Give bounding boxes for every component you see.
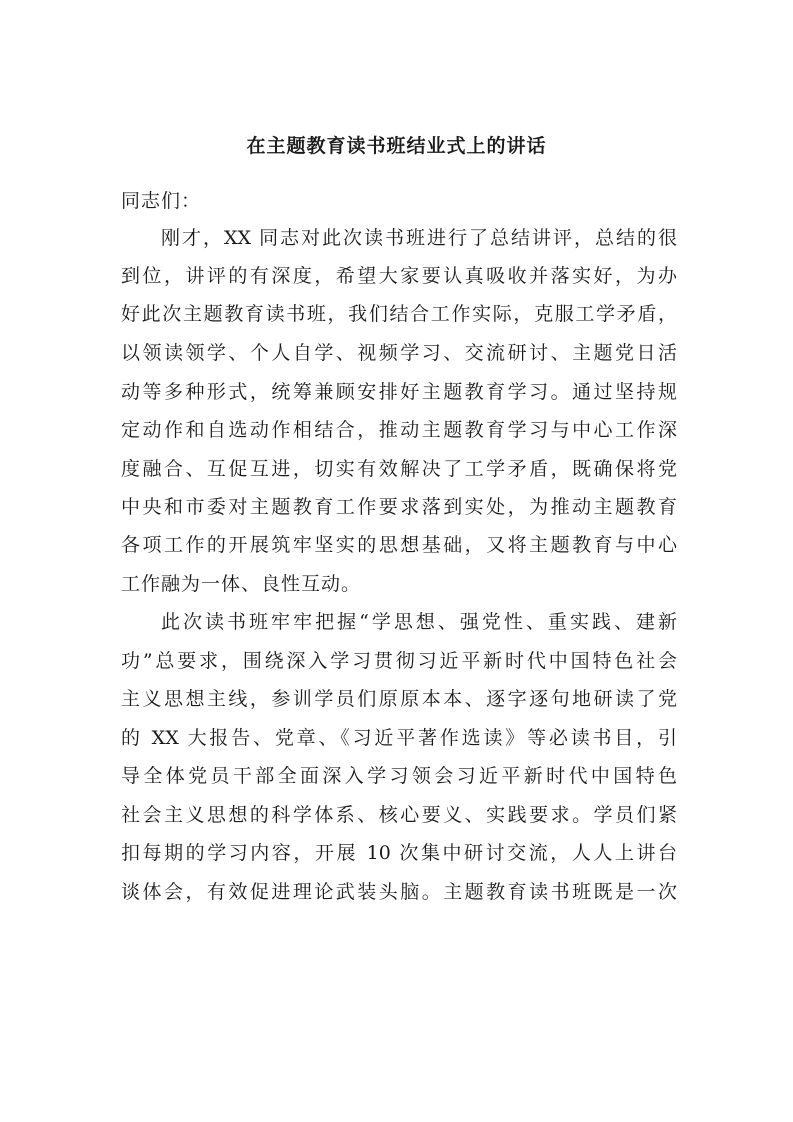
paragraph-line: 功”总要求，围绕深入学习贯彻习近平新时代中国特色社会 xyxy=(121,650,677,672)
paragraph-line: 定动作和自选动作相结合，推动主题教育学习与中心工作深 xyxy=(121,419,677,441)
paragraph-line: 好此次主题教育读书班，我们结合工作实际，克服工学矛盾， xyxy=(121,303,677,325)
paragraph-line: 的 XX 大报告、党章、《习近平著作选读》等必读书目，引 xyxy=(121,727,677,749)
paragraph-line: 工作融为一体、良性互动。 xyxy=(121,573,362,595)
paragraph-line: 各项工作的开展筑牢坚实的思想基础，又将主题教育与中心 xyxy=(121,534,677,556)
paragraph-line: 扣每期的学习内容，开展 10 次集中研讨交流，人人上讲台 xyxy=(121,842,677,864)
salutation: 同志们： xyxy=(121,190,202,212)
paragraph-line: 社会主义思想的科学体系、核心要义、实践要求。学员们紧 xyxy=(121,804,677,826)
document-title: 在主题教育读书班结业式上的讲话 xyxy=(246,135,547,157)
paragraph-line: 度融合、互促互进，切实有效解决了工学矛盾，既确保将党 xyxy=(121,458,677,480)
paragraph-line: 中央和市委对主题教育工作要求落到实处，为推动主题教育 xyxy=(121,496,677,518)
paragraph-line: 动等多种形式，统筹兼顾安排好主题教育学习。通过坚持规 xyxy=(121,381,677,403)
paragraph-line: 主义思想主线，参训学员们原原本本、逐字逐句地研读了党 xyxy=(121,688,677,710)
paragraph-line: 刚才，XX 同志对此次读书班进行了总结讲评，总结的很 xyxy=(161,227,677,249)
paragraph-line: 此次读书班牢牢把握“学思想、强党性、重实践、建新 xyxy=(161,611,677,633)
paragraph-line: 以领读领学、个人自学、视频学习、交流研讨、主题党日活 xyxy=(121,342,677,364)
paragraph-line: 到位，讲评的有深度，希望大家要认真吸收并落实好，为办 xyxy=(121,265,677,287)
paragraph-line: 导全体党员干部全面深入学习领会习近平新时代中国特色 xyxy=(121,765,677,787)
paragraph-line: 谈体会，有效促进理论武装头脑。主题教育读书班既是一次 xyxy=(121,881,677,903)
